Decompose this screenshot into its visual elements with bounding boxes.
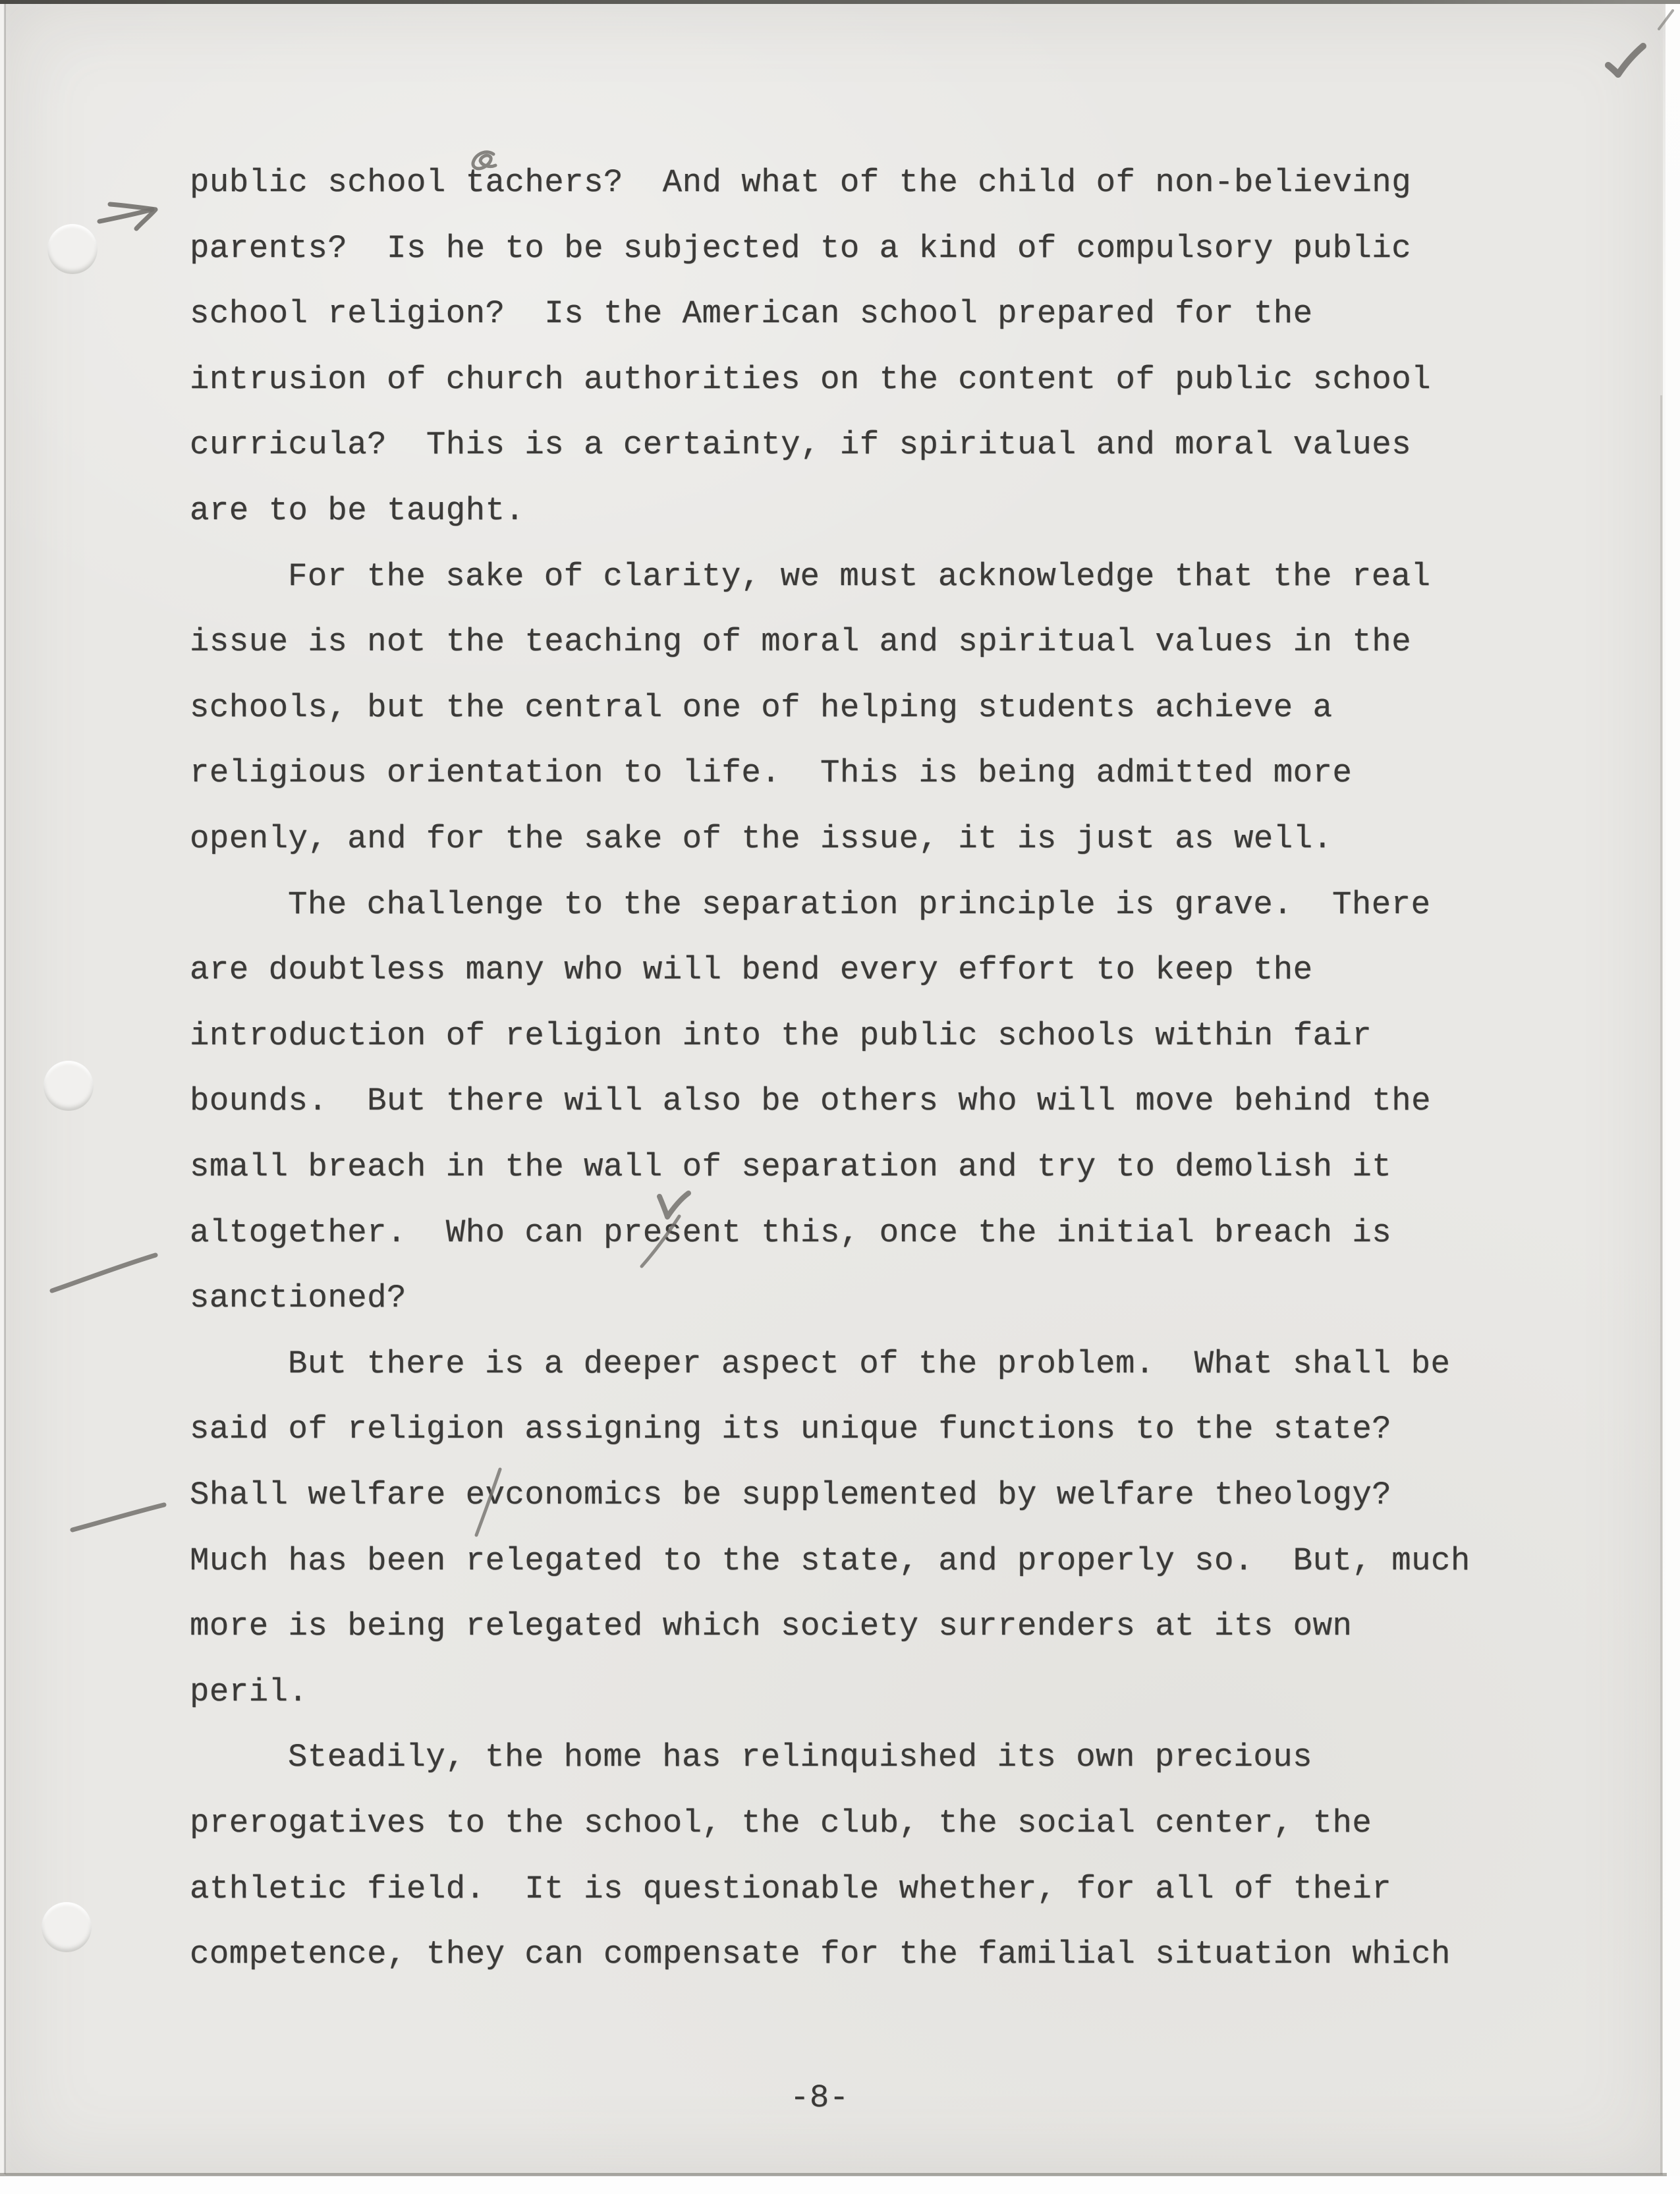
typed-line: competence, they can compensate for the familial situation which bbox=[190, 1936, 1451, 1973]
typed-line: prerogatives to the school, the club, the social center, the bbox=[190, 1805, 1372, 1842]
typed-line: bounds. But there will also be others who will move behind the bbox=[190, 1083, 1432, 1120]
typed-line: small breach in the wall of separation and try to demolish it bbox=[190, 1148, 1392, 1185]
typed-line: issue is not the teaching of moral and spiritual values in the bbox=[190, 623, 1412, 661]
typed-line: sanctioned? bbox=[190, 1280, 406, 1317]
page-number: -8- bbox=[790, 2079, 849, 2116]
typed-line: introduction of religion into the public schools within fair bbox=[190, 1017, 1372, 1054]
corner-edge-stroke-icon bbox=[1659, 11, 1673, 29]
typed-line: public school tachers? And what of the child of non-believing bbox=[190, 164, 1412, 201]
margin-dash-shall-icon bbox=[72, 1505, 164, 1530]
typed-line: Much has been relegated to the state, and properly so. But, much bbox=[190, 1542, 1470, 1579]
typed-line: The challenge to the separation principle is grave. There bbox=[288, 886, 1431, 923]
typed-line: openly, and for the sake of the issue, it is just as well. bbox=[190, 820, 1333, 857]
typed-line: are to be taught. bbox=[190, 492, 525, 529]
typed-line: Steadily, the home has relinquished its own precious bbox=[288, 1739, 1313, 1776]
typed-line: religious orientation to life. This is being admitted more bbox=[190, 754, 1353, 792]
present-slash-icon bbox=[642, 1216, 679, 1266]
typed-line: athletic field. It is questionable whether, for all of their bbox=[190, 1870, 1392, 1907]
margin-dash-sanctioned-icon bbox=[52, 1255, 155, 1291]
typed-line: intrusion of church authorities on the content of public school bbox=[190, 360, 1432, 398]
typed-line: more is being relegated which society surrenders at its own bbox=[190, 1608, 1353, 1645]
typed-line: But there is a deeper aspect of the problem. What shall be bbox=[288, 1345, 1451, 1382]
typed-line: parents? Is he to be subjected to a kind of compulsory public bbox=[190, 229, 1412, 267]
typed-line: school religion? Is the American school prepared for the bbox=[190, 295, 1313, 333]
present-check-icon bbox=[659, 1193, 688, 1217]
typed-line: altogether. Who can present this, once the initial breach is bbox=[190, 1214, 1392, 1251]
typed-line: are doubtless many who will bend every effort to keep the bbox=[190, 951, 1313, 989]
top-right-checkmark-icon bbox=[1608, 46, 1643, 74]
inserted-e-icon bbox=[473, 152, 495, 169]
typed-line: schools, but the central one of helping students achieve a bbox=[190, 689, 1333, 726]
typed-line: For the sake of clarity, we must acknowledge that the real bbox=[288, 557, 1431, 595]
typed-line: curricula? This is a certainty, if spiritual and moral values bbox=[190, 426, 1412, 464]
evconomics-slash-icon bbox=[476, 1469, 500, 1535]
typed-line: said of religion assigning its unique functions to the state? bbox=[190, 1411, 1392, 1448]
typed-line: Shall welfare evconomics be supplemented by welfare theology? bbox=[190, 1477, 1392, 1513]
typed-line: peril. bbox=[190, 1673, 308, 1710]
